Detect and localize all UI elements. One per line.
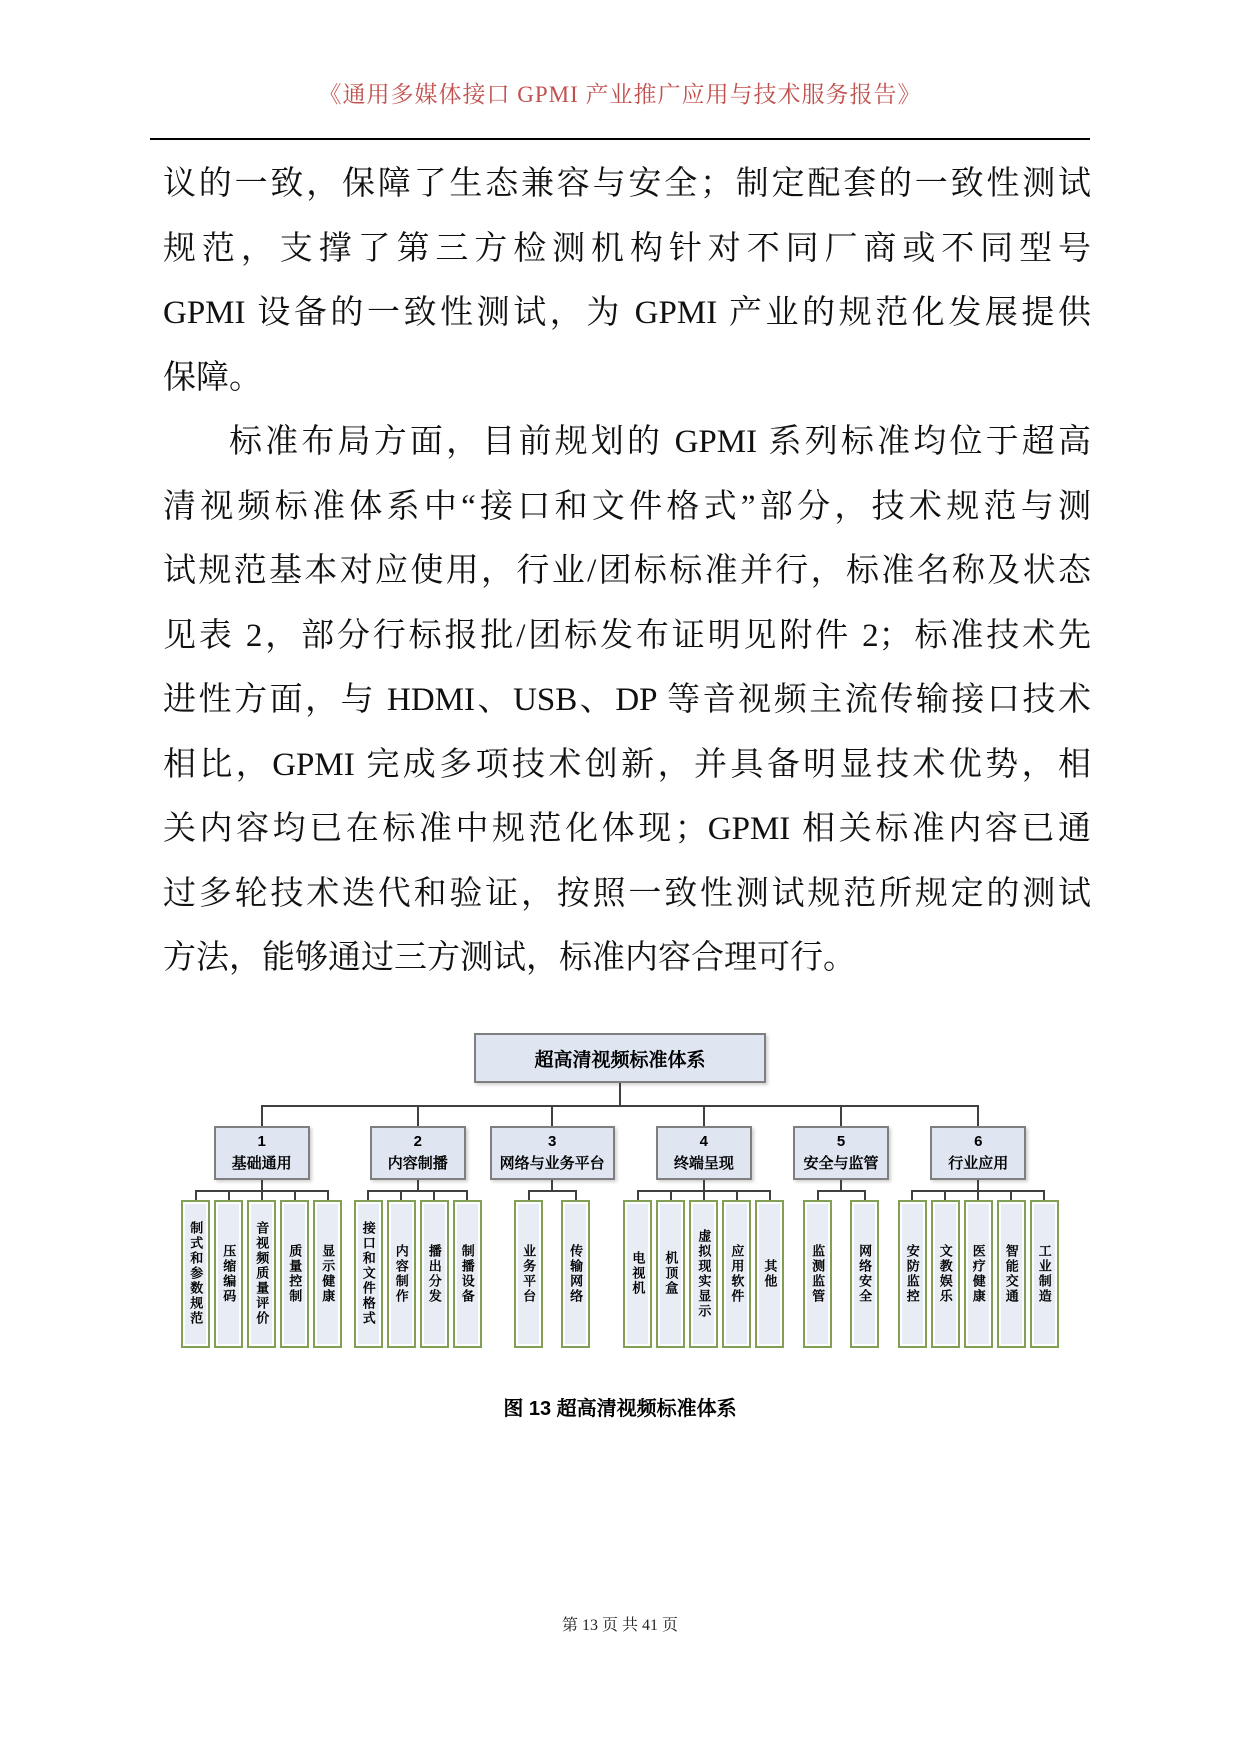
branch-label: 安全与监管	[803, 1154, 879, 1172]
diagram-leaf-box: 其他	[755, 1200, 784, 1348]
leaf-connector	[962, 1190, 995, 1348]
body-text-line: 见表 2，部分行标报批/团标发布证明见附件 2；标准技术先	[163, 617, 1091, 654]
leaf-connector	[929, 1190, 962, 1348]
diagram-leaf-box: 播出分发	[420, 1200, 449, 1348]
body-text-line: 清视频标准体系中“接口和文件格式”部分，技术规范与测	[163, 488, 1091, 525]
diagram-leaf-box: 质量控制	[280, 1200, 309, 1348]
header-divider	[150, 138, 1090, 140]
leaf-connector	[841, 1190, 888, 1348]
branch-number: 6	[974, 1133, 983, 1150]
diagram-branch-box	[370, 1126, 466, 1180]
branch-stem	[551, 1180, 553, 1190]
branch-leaves	[794, 1190, 888, 1348]
body-text-line: 试规范基本对应使用，行业/团标标准并行，标准名称及状态	[163, 553, 1091, 589]
branch-label: 内容制播	[387, 1154, 448, 1172]
branch-leaves	[352, 1190, 484, 1348]
branch-number: 2	[413, 1133, 422, 1150]
diagram-leaf-box: 显示健康	[313, 1200, 342, 1348]
branch-number: 4	[699, 1133, 709, 1150]
branch-label: 终端呈现	[673, 1154, 734, 1172]
diagram-branch	[175, 1105, 348, 1348]
diagram-branch-box	[214, 1126, 310, 1180]
branch-leaves	[505, 1190, 599, 1348]
body-text-line: 保障。	[163, 359, 262, 396]
diagram-branch	[487, 1105, 617, 1348]
leaf-connector	[552, 1190, 599, 1348]
leaf-connector	[505, 1190, 552, 1348]
branch-label: 基础通用	[231, 1154, 292, 1172]
diagram-leaf-box: 压缩编码	[214, 1200, 243, 1348]
leaf-connector	[794, 1190, 841, 1348]
branch-stem	[703, 1180, 705, 1190]
leaf-connector	[995, 1190, 1028, 1348]
diagram-leaf-box: 制播设备	[453, 1200, 482, 1348]
page-header-title: 《通用多媒体接口 GPMI 产业推广应用与技术服务报告》	[318, 82, 922, 107]
leaf-connector	[896, 1190, 929, 1348]
leaf-connector	[654, 1190, 687, 1348]
body-text-line: 进性方面，与 HDMI、USB、DP 等音视频主流传输接口技术	[163, 682, 1091, 718]
leaf-connector	[179, 1190, 212, 1348]
diagram-branch	[791, 1105, 892, 1348]
leaf-connector	[753, 1190, 786, 1348]
diagram-leaf-box: 医疗健康	[964, 1200, 993, 1348]
body-text-line: 标准布局方面，目前规划的 GPMI 系列标准均位于超高	[229, 424, 1091, 460]
diagram-leaf-box: 电视机	[623, 1200, 652, 1348]
diagram-branch-box	[490, 1126, 615, 1180]
diagram-root-stem	[619, 1083, 621, 1105]
branch-number: 1	[257, 1133, 266, 1150]
leaf-connector	[418, 1190, 451, 1348]
diagram-leaf-box: 安防监控	[898, 1200, 927, 1348]
diagram-root-box: 超高清视频标准体系	[474, 1033, 766, 1083]
diagram-branch	[892, 1105, 1065, 1348]
branch-label: 行业应用	[948, 1154, 1009, 1172]
leaf-connector	[385, 1190, 418, 1348]
body-text-line: 过多轮技术迭代和验证，按照一致性测试规范所规定的测试	[163, 875, 1091, 912]
branch-leaves	[621, 1190, 786, 1348]
diagram-leaf-box: 传输网络	[561, 1200, 590, 1348]
branch-stem	[977, 1180, 979, 1190]
body-text	[163, 152, 1091, 991]
branch-stem	[417, 1180, 419, 1190]
body-text-line: 规范，支撑了第三方检测机构针对不同厂商或不同型号	[163, 230, 1091, 267]
branch-label: 网络与业务平台	[499, 1154, 605, 1172]
branch-stem	[840, 1180, 842, 1190]
diagram-leaf-box: 工业制造	[1030, 1200, 1059, 1348]
diagram-leaf-box: 智能交通	[997, 1200, 1026, 1348]
diagram-branches	[175, 1105, 1065, 1348]
leaf-connector	[1028, 1190, 1061, 1348]
leaf-connector	[212, 1190, 245, 1348]
leaf-connector	[278, 1190, 311, 1348]
leaf-connector	[621, 1190, 654, 1348]
diagram-leaf-box: 制式和参数规范	[181, 1200, 210, 1348]
diagram-branch-box	[656, 1126, 752, 1180]
diagram-leaf-box: 音视频质量评价	[247, 1200, 276, 1348]
branch-stem	[261, 1180, 263, 1190]
leaf-connector	[720, 1190, 753, 1348]
body-text-line: 关内容均已在标准中规范化体现；GPMI 相关标准内容已通	[163, 811, 1091, 847]
diagram-leaf-box: 应用软件	[722, 1200, 751, 1348]
standard-system-diagram	[175, 1033, 1065, 1348]
leaf-connector	[687, 1190, 720, 1348]
leaf-connector	[245, 1190, 278, 1348]
leaf-connector	[352, 1190, 385, 1348]
leaf-connector	[451, 1190, 484, 1348]
diagram-branch	[348, 1105, 487, 1348]
diagram-leaf-box: 业务平台	[514, 1200, 543, 1348]
page-footer: 第 13 页 共 41 页	[561, 1617, 678, 1634]
body-text-line: GPMI 设备的一致性测试，为 GPMI 产业的规范化发展提供	[163, 295, 1091, 331]
branch-number: 3	[547, 1133, 557, 1150]
diagram-leaf-box: 网络安全	[850, 1200, 879, 1348]
diagram-branch	[617, 1105, 790, 1348]
diagram-leaf-box: 文教娱乐	[931, 1200, 960, 1348]
diagram-leaf-box: 接口和文件格式	[354, 1200, 383, 1348]
branch-leaves	[179, 1190, 344, 1348]
branch-number: 5	[836, 1133, 846, 1150]
body-text-line: 方法，能够通过三方测试，标准内容合理可行。	[163, 940, 856, 976]
body-text-line: 相比，GPMI 完成多项技术创新，并具备明显技术优势，相	[163, 746, 1091, 783]
branch-leaves	[896, 1190, 1061, 1348]
diagram-leaf-box: 虚拟现实显示	[689, 1200, 718, 1348]
diagram-leaf-box: 监测监管	[803, 1200, 832, 1348]
leaf-connector	[311, 1190, 344, 1348]
figure-caption: 图 13 超高清视频标准体系	[503, 1398, 737, 1420]
diagram-branch-box	[930, 1126, 1026, 1180]
diagram-leaf-box: 内容制作	[387, 1200, 416, 1348]
body-text-line: 议的一致，保障了生态兼容与安全；制定配套的一致性测试	[163, 166, 1091, 202]
diagram-branch-box	[793, 1126, 889, 1180]
diagram-leaf-box: 机顶盒	[656, 1200, 685, 1348]
